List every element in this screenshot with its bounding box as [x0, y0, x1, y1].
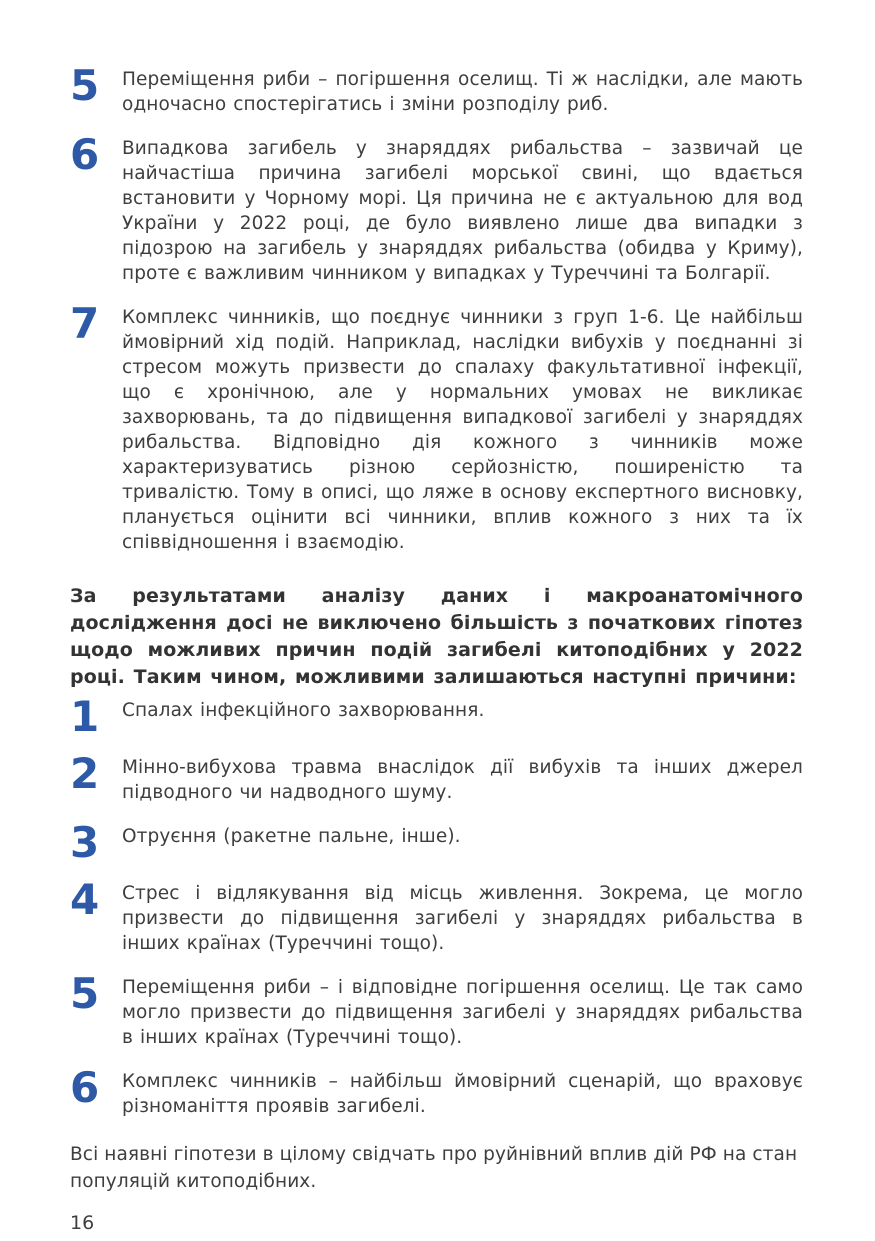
item-text: Стрес і відлякування від місць живлення. Зокрема, це могло призвести до підвищення загибелі у знаряддях рибальства в інших країнах (Туреччині тощо). — [122, 883, 803, 954]
numbered-item — [70, 818, 803, 867]
numbered-item — [70, 875, 803, 956]
item-number: 4 — [70, 875, 99, 924]
numbered-item — [70, 749, 803, 805]
item-number: 1 — [70, 692, 99, 741]
closing-paragraph: Всі наявні гіпотези в цілому свідчать про руйнівний вплив дій РФ на стан популяцій китоподібних. — [70, 1144, 798, 1192]
causes-list-top — [70, 61, 803, 555]
item-number: 3 — [70, 818, 99, 867]
numbered-item — [70, 130, 803, 286]
item-text: Комплекс чинників – найбільш ймовірний сценарій, що враховує різноманіття проявів загибелі. — [122, 1071, 803, 1117]
item-number: 6 — [70, 1063, 99, 1112]
item-text: Випадкова загибель у знаряддях рибальства – зазвичай це найчастіша причина загибелі морської свині, що вдається встановити у Чорному морі. Ця причина не є актуальною для вод України у 2022 році, де було виявлено лише два випадки з підозрою на загибель у знаряддях рибальства (обидва у Криму), проте є важливим чинником у випадках у Туреччині та Болгарії. — [122, 138, 803, 284]
item-number: 2 — [70, 749, 99, 798]
numbered-item — [70, 61, 803, 117]
page-number: 16 — [70, 1212, 95, 1234]
item-number: 7 — [70, 299, 99, 348]
item-number: 5 — [70, 61, 99, 110]
item-text: Переміщення риби – погіршення оселищ. Ті ж наслідки, але мають одночасно спостерігатись і зміни розподілу риб. — [122, 69, 803, 115]
intro-paragraph: За результатами аналізу даних і макроанатомічного дослідження досі не виключено більшість з початкових гіпотез щодо можливих причин подій загибелі китоподібних у 2022 році. Таким чином, можливими залишаються наступні причини: — [70, 585, 803, 688]
item-text: Мінно-вибухова травма внаслідок дії вибухів та інших джерел підводного чи надводного шуму. — [122, 757, 803, 803]
numbered-item — [70, 1063, 803, 1119]
item-number: 5 — [70, 969, 99, 1018]
item-text: Отруєння (ракетне пальне, інше). — [122, 826, 461, 847]
item-text: Переміщення риби – і відповідне погіршення оселищ. Це так само могло призвести до підвищення загибелі у знаряддях рибальства в інших країнах (Туреччині тощо). — [122, 977, 803, 1048]
item-text: Спалах інфекційного захворювання. — [122, 700, 485, 721]
item-text: Комплекс чинників, що поєднує чинники з груп 1-6. Це найбільш ймовірний хід подій. Наприклад, наслідки вибухів у поєднанні зі стресом можуть призвести до спалаху факультативної інфекції, що є хронічною, але у нормальних умовах не викликає захворювань, та до підвищення випадкової загибелі у знаряддях рибальства. Відповідно дія кожного з чинників може характеризуватись різною серйозністю, поширеністю та тривалістю. Тому в описі, що ляже в основу експертного висновку, планується оцінити всі чинники, вплив кожного з них та їх співвідношення і взаємодію. — [122, 307, 803, 553]
numbered-item — [70, 692, 803, 741]
item-number: 6 — [70, 130, 99, 179]
numbered-item — [70, 299, 803, 555]
hypotheses-list — [70, 692, 803, 1119]
numbered-item — [70, 969, 803, 1050]
